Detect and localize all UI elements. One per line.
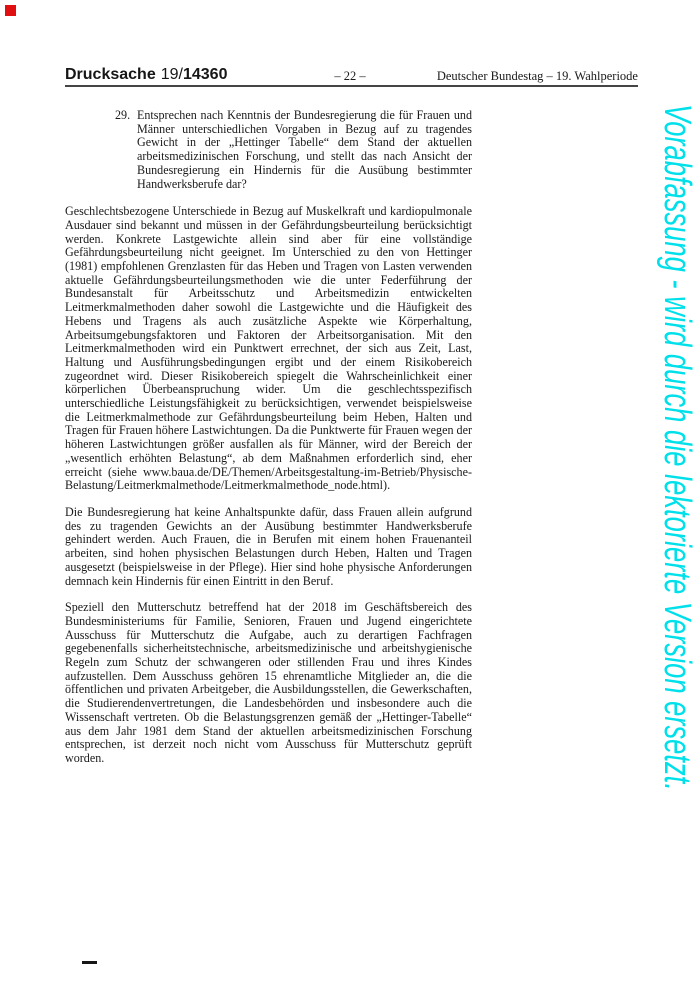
doc-number: 14360 [182,66,228,83]
vorabfassung-watermark: Vorabfassung - wird durch die lektorierte Version ersetzt. [656,104,698,791]
doc-number-prefix: 19/ [160,66,183,83]
question-text: Entsprechen nach Kenntnis der Bundesregierung die für Frauen und Männer unterschiedlichen Vorgaben in Bezug auf zu tragendes Gewicht in der „Hettinger Tabelle“ dem Stand der aktuellen arbeitsmedizinischen Forschung, und stellt das nach Ansicht der Bundesregierung ein Hindernis für die Ausübung bestimmter Handwerksberufe dar? [137,108,472,191]
document-body [65,109,472,766]
question-number: 29. [115,108,131,122]
answer-paragraph: Speziell den Mutterschutz betreffend hat der 2018 im Geschäftsbereich des Bundesministeriums für Familie, Senioren, Frauen und Jugend eingerichtete Ausschuss für Mutterschutz die Aufgabe, auch zu derartigen Fachfragen gegebenenfalls sicherheitstechnische, arbeitsmedizinische und arbeitshygienische Regeln zum Schutz der schwangeren oder stillenden Frau und ihres Kindes aufzustellen. Dem Ausschuss gehören 15 ehrenamtliche Mitglieder an, die die öffentlichen und privaten Arbeitgeber, die Ausbildungsstellen, die Gewerkschaften, die Studierendenvertretungen, die Landesbehörden und insbesondere auch die Wissenschaft vertreten. Ob die Belastungsgrenzen gemäß der „Hettinger-Tabelle“ aus dem Jahr 1981 dem Stand der aktuellen arbeitsmedizinischen Forschung entsprechen, ist derzeit noch nicht vom Ausschuss für Mutterschutz geprüft worden. [65,600,472,765]
question-29 [115,109,472,191]
header-right-text: Deutscher Bundestag – 19. Wahlperiode [436,69,638,83]
header-rule [65,85,638,87]
corner-marker [5,5,16,16]
footer-mark [82,961,97,964]
doc-number-heading [65,65,227,85]
answer-paragraph: Geschlechtsbezogene Unterschiede in Bezug auf Muskelkraft und kardiopulmonale Ausdauer sind bekannt und müssen in der Gefährdungsbeurteilung berücksichtigt werden. Konkrete Lastgewichte allein sind aber für eine vollständige Gefährdungsbeurteilung nicht geeignet. Im Unterschied zu den von Hettinger (1981) empfohlenen Grenzlasten für das Heben und Tragen von Lasten verwenden aktuelle Gefährdungsbeurteilungsmethoden wie die unter Federführung der Bundesanstalt für Arbeitsschutz und Arbeitsmedizin entwickelten Leitmerkmalmethoden daher sowohl die Lastgewichte und die Häufigkeit des Hebens und Tragens als auch zusätzliche Aspekte wie Körperhaltung, Arbeitsumgebungsfaktoren und Faktoren der Arbeitsorganisation. Mit den Leitmerkmalmethoden wird ein Punktwert errechnet, der sich aus Zeit, Last, Haltung und Ausführungsbedingungen ergibt und der einem Risikobereich zugeordnet wird. Dieser Risikobereich spiegelt die Wahrscheinlichkeit einer körperlichen Überbeanspruchung wider. Um die geschlechtsspezifisch unterschiedliche Leistungsfähigkeit zu berücksichtigen, verwendet beispielsweise die Leitmerkmalmethode zur Gefährdungsbeurteilung beim Heben, Halten und Tragen für Frauen höhere Lastwichtungen. Da die Punktwerte für Frauen wegen der höheren Lastwichtungen größer ausfallen als für Männer, wird der Bereich der „wesentlich erhöhten Belastung“, ab dem Maßnahmen erforderlich sind, eher erreicht (siehe www.baua.de/DE/Themen/Arbeitsgestaltung-im-Betrieb/Physische-Belastung/Leitmerkmalmethode/Leitmerkmalmethode_node.html). [65,204,472,493]
doc-label: Drucksache [65,66,156,83]
answer-paragraph: Die Bundesregierung hat keine Anhaltspunkte dafür, dass Frauen allein aufgrund des zu tragenden Gewichts an der Ausübung bestimmter Handwerksberufe gehindert werden. Auch Frauen, die in Berufen mit einem hohen Frauenanteil arbeiten, sind hohen physischen Belastungen durch Heben, Halten und Tragen ausgesetzt (beispielsweise in der Pflege). Hier sind hohe physische Anforderungen demnach kein Hindernis für einen Eintritt in den Beruf. [65,504,472,588]
page-number: – 22 – [334,69,366,83]
